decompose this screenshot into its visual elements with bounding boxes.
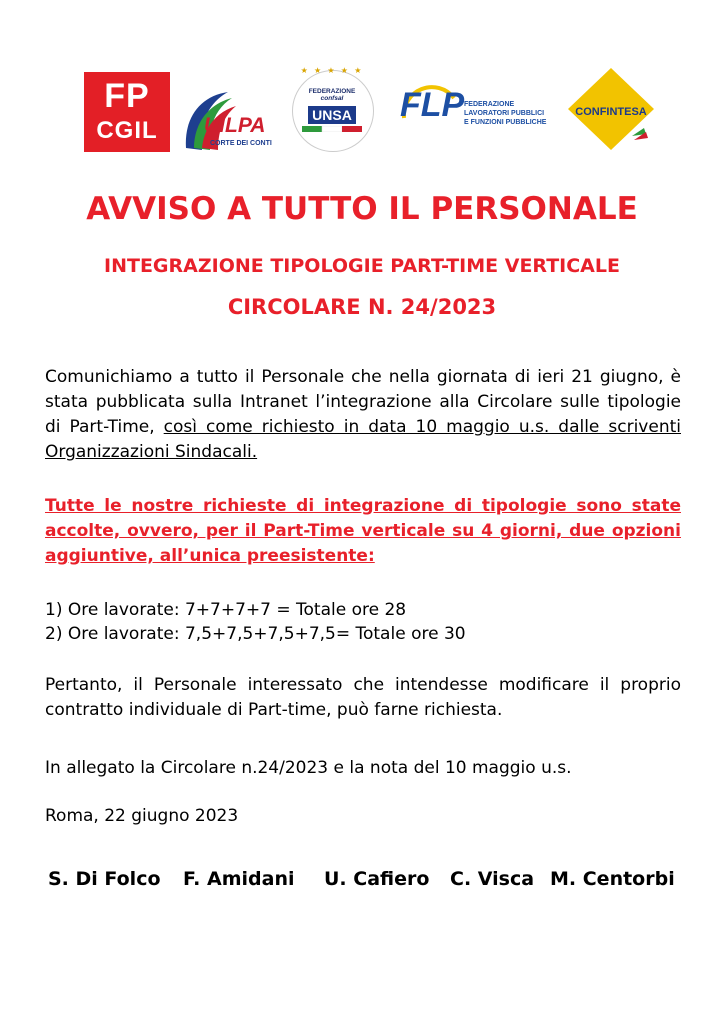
confintesa-logo — [566, 66, 656, 152]
page-title: AVVISO A TUTTO IL PERSONALE — [86, 191, 638, 227]
signatory-name: S. Di Folco — [48, 868, 161, 890]
unsa-logo-text: UNSA — [308, 106, 356, 124]
unsa-logo — [288, 66, 378, 158]
page-subtitle: INTEGRAZIONE TIPOLOGIE PART-TIME VERTICALE — [104, 255, 620, 277]
uilpa-logo-subtext: CORTE DEI CONTI — [210, 140, 272, 147]
option-item: 2) Ore lavorate: 7,5+7,5+7,5+7,5= Totale ore 30 — [45, 624, 466, 644]
signatory-name: F. Amidani — [183, 868, 295, 890]
italian-flag-icon — [302, 126, 362, 132]
star-icon: ★ ★ ★ ★ ★ — [300, 66, 364, 75]
uilpa-logo — [180, 78, 276, 158]
confintesa-logo-text: CONFINTESA — [575, 106, 647, 118]
fp-cgil-logo — [84, 72, 170, 152]
flp-logo-text: FLP — [400, 86, 465, 124]
flp-logo — [398, 78, 558, 148]
circolare-heading: CIRCOLARE N. 24/2023 — [227, 295, 497, 319]
intro-paragraph — [45, 365, 681, 465]
unsa-federazione-text: FEDERAZIONE confsal — [308, 88, 356, 102]
intro-text: Comunichiamo a tutto il Personale che nella giornata di ieri 21 giugno, è stata pubblicata sulla Intranet l’integrazione alla Circolare sulle tipologie di Part-Time, — [45, 367, 681, 437]
fp-cgil-logo-line1: FP — [104, 77, 150, 115]
options-list — [45, 598, 466, 646]
instruction-paragraph: Pertanto, il Personale interessato che intendesse modificare il proprio contratto individuale di Part-time, può farne richiesta. — [45, 675, 681, 720]
fp-cgil-logo-line2: CGIL — [96, 117, 158, 144]
highlight-paragraph: Tutte le nostre richieste di integrazione di tipologie sono state accolte, ovvero, per il Part-Time verticale su 4 giorni, due opzioni aggiuntive, all’unica preesistente: — [45, 496, 681, 566]
signatory-name: C. Visca — [450, 868, 535, 890]
attachment-paragraph: In allegato la Circolare n.24/2023 e la nota del 10 maggio u.s. — [45, 758, 572, 778]
flp-logo-description: FEDERAZIONE LAVORATORI PUBBLICI E FUNZIONI PUBBLICHE — [464, 101, 547, 126]
logo-bar — [0, 60, 724, 160]
signatory-name: M. Centorbi — [550, 868, 675, 890]
place-date: Roma, 22 giugno 2023 — [45, 806, 239, 826]
signatory-name: U. Cafiero — [324, 868, 430, 890]
uilpa-logo-text: UILPA — [204, 114, 266, 137]
intro-underlined-text: così come richiesto in data 10 maggio u.s. dalle scriventi Organizzazioni Sindacali. — [45, 417, 681, 462]
option-item: 1) Ore lavorate: 7+7+7+7 = Totale ore 28 — [45, 600, 407, 620]
